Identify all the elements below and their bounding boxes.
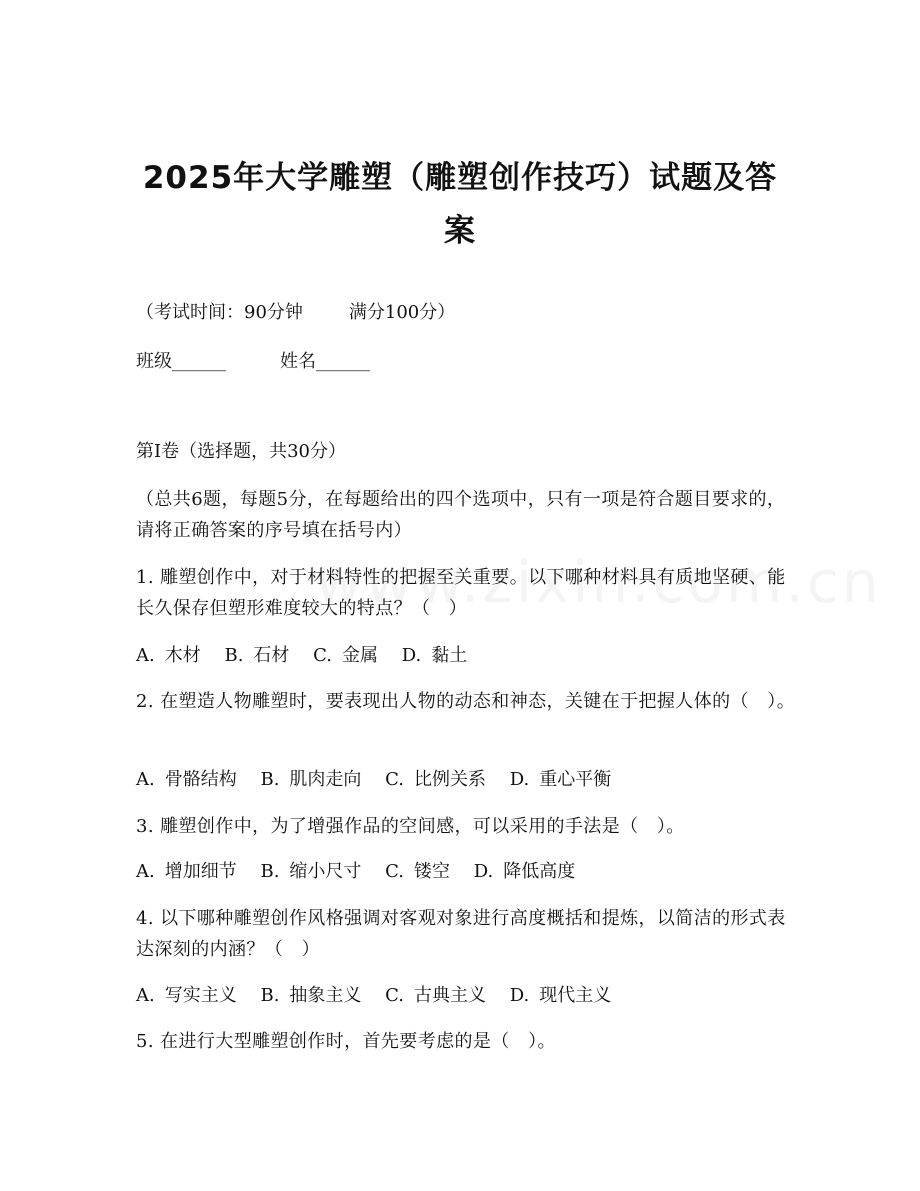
- title-line-1: 2025年大学雕塑（雕塑创作技巧）试题及答: [142, 160, 778, 196]
- option-a: A. 增加细节: [136, 861, 237, 882]
- option-b: B. 缩小尺寸: [260, 861, 362, 882]
- option-b: B. 肌肉走向: [260, 769, 362, 790]
- option-d: D. 现代主义: [509, 985, 612, 1006]
- title-line-2: 案: [444, 213, 476, 249]
- option-c: C. 比例关系: [385, 769, 487, 790]
- exam-time: （考试时间：90分钟: [136, 302, 303, 323]
- section-title: 第I卷（选择题，共30分）: [136, 441, 347, 462]
- question-4-options: [136, 981, 796, 1011]
- instructions: （总共6题，每题5分，在每题给出的四个选项中，只有一项是符合题目要求的，请将正确答案的序号填在括号内）: [136, 489, 786, 541]
- option-b: B. 抽象主义: [260, 985, 362, 1006]
- question-5-stem: 5. 在进行大型雕塑创作时，首先要考虑的是（ ）。: [136, 1031, 556, 1052]
- option-b: B. 石材: [224, 645, 290, 666]
- question-2-options: [136, 765, 796, 795]
- question-1-options: [136, 641, 796, 671]
- student-info: [136, 347, 796, 377]
- question-4-stem: 4. 以下哪种雕塑创作风格强调对客观对象进行高度概括和提炼，以简洁的形式表达深刻的内涵？（ ）: [136, 908, 786, 960]
- document-title: [110, 152, 810, 258]
- option-d: D. 降低高度: [473, 861, 576, 882]
- question-1-stem: 1. 雕塑创作中，对于材料特性的把握至关重要。以下哪种材料具有质地坚硬、能长久保存但塑形难度较大的特点？（ ）: [136, 567, 786, 619]
- name-field: 姓名______: [280, 351, 370, 372]
- class-field: 班级______: [136, 351, 226, 372]
- exam-meta: [136, 298, 796, 328]
- option-a: A. 写实主义: [136, 985, 237, 1006]
- option-a: A. 骨骼结构: [136, 769, 237, 790]
- question-2-stem: 2. 在塑造人物雕塑时，要表现出人物的动态和神态，关键在于把握人体的（ ）。: [136, 691, 796, 712]
- question-3-stem: 3. 雕塑创作中，为了增强作品的空间感，可以采用的手法是（ ）。: [136, 816, 685, 837]
- full-score: 满分100分）: [348, 302, 456, 323]
- option-a: A. 木材: [136, 645, 201, 666]
- option-d: D. 重心平衡: [509, 769, 612, 790]
- option-d: D. 黏土: [401, 645, 468, 666]
- option-c: C. 古典主义: [385, 985, 487, 1006]
- option-c: C. 金属: [313, 645, 379, 666]
- question-3-options: [136, 857, 796, 887]
- option-c: C. 镂空: [385, 861, 451, 882]
